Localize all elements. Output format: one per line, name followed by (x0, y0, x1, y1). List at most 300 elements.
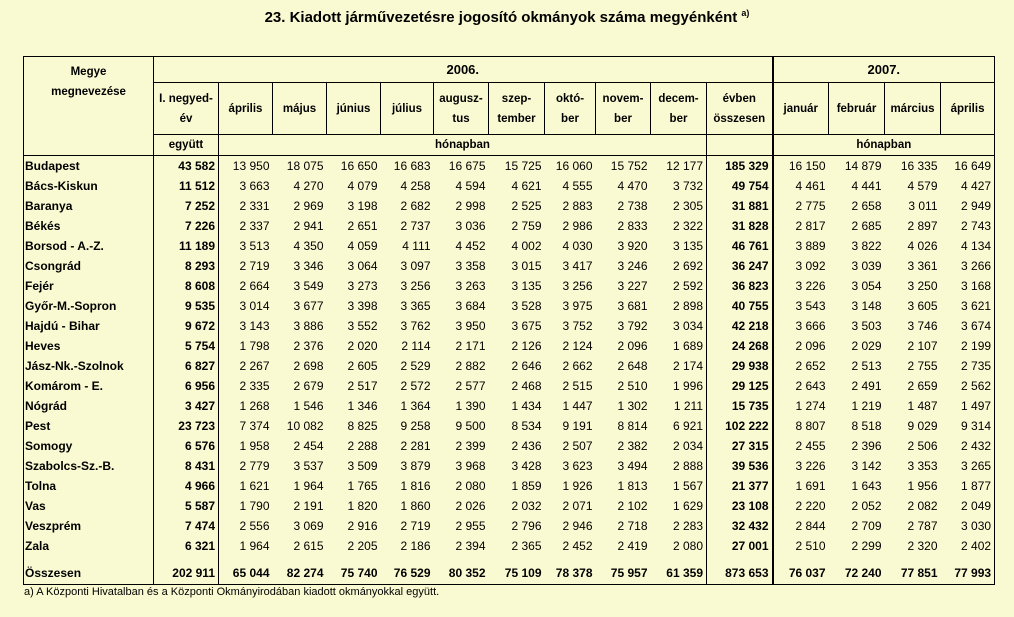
county-name: Pest (24, 416, 154, 436)
month-value-2007: 2 432 (941, 436, 995, 456)
month-value-2006: 2 946 (562, 519, 593, 533)
month-value-2006: 2 592 (651, 276, 707, 296)
month-value-2007: 1 487 (907, 399, 938, 413)
month-value-2006: 1 964 (239, 539, 270, 553)
month-value-2006: 2 337 (239, 219, 270, 233)
month-value-2006: 2 205 (347, 539, 378, 553)
month-value-2006: 3 358 (455, 259, 486, 273)
month-value-2006: 8 825 (347, 419, 378, 433)
month-value-2007: 3 822 (851, 239, 882, 253)
month-value-2006: 3 034 (651, 316, 707, 336)
month-value-2006: 1 567 (651, 476, 707, 496)
month-value-2006: 2 376 (293, 339, 324, 353)
month-value-2006: 16 060 (545, 156, 596, 177)
month-value-2006: 2 305 (651, 196, 707, 216)
month-value-2006: 4 059 (347, 239, 378, 253)
month-value-2006: 3 663 (239, 179, 270, 193)
q1-value: 6 321 (154, 536, 219, 556)
month-value-2007: 3 265 (941, 456, 995, 476)
month-value-2006: 2 577 (455, 379, 486, 393)
month-value-2006: 3 069 (293, 519, 324, 533)
year-2007-header: 2007. (773, 57, 995, 83)
month-header-2007: április (941, 83, 995, 135)
table-row (24, 296, 995, 316)
month-value-2006: 15 752 (596, 156, 651, 177)
month-value-2006: 2 382 (617, 439, 648, 453)
table-row (24, 456, 995, 476)
month-value-2006: 2 032 (511, 499, 542, 513)
month-value-2006: 2 191 (293, 499, 324, 513)
month-value-2006: 4 258 (400, 179, 431, 193)
month-value-2006: 2 452 (562, 539, 593, 553)
page-title (0, 8, 1014, 26)
month-value-2006: 3 064 (347, 259, 378, 273)
month-value-2007: 2 220 (773, 496, 829, 516)
month-value-2006: 4 270 (293, 179, 324, 193)
month-value-2007: 1 956 (907, 479, 938, 493)
q1-value: 7 252 (154, 196, 219, 216)
month-value-2007: 3 674 (941, 316, 995, 336)
table-row (24, 476, 995, 496)
q1-value: 5 754 (154, 336, 219, 356)
month-value-2006: 6 921 (651, 416, 707, 436)
table-row (24, 416, 995, 436)
month-value-2007: 2 455 (773, 436, 829, 456)
month-value-2006: 3 528 (511, 299, 542, 313)
month-value-2006: 2 510 (617, 379, 648, 393)
month-value-2006: 1 621 (239, 479, 270, 493)
month-value-2006: 2 529 (400, 359, 431, 373)
county-name: Győr-M.-Sopron (24, 296, 154, 316)
month-value-2006: 2 468 (511, 379, 542, 393)
month-value-2007: 2 844 (773, 516, 829, 536)
month-value-2007: 3 605 (907, 299, 938, 313)
month-value-2007: 3 092 (773, 256, 829, 276)
month-value-2006: 3 920 (617, 239, 648, 253)
month-value-2006: 2 322 (651, 216, 707, 236)
county-name: Szabolcs-Sz.-B. (24, 456, 154, 476)
month-value-2007: 2 299 (851, 539, 882, 553)
month-value-2006: 1 964 (293, 479, 324, 493)
month-value-2006: 1 302 (617, 399, 648, 413)
year-total-value: 21 377 (707, 476, 773, 496)
month-value-2006: 3 792 (617, 319, 648, 333)
year-total-value: 29 938 (707, 356, 773, 376)
month-value-2006: 2 034 (651, 436, 707, 456)
month-value-2006: 2 605 (347, 359, 378, 373)
month-value-2006: 2 102 (617, 499, 648, 513)
month-value-2007: 1 219 (851, 399, 882, 413)
q1-value: 202 911 (154, 556, 219, 584)
q1-value: 8 608 (154, 276, 219, 296)
month-value-2007: 3 746 (907, 319, 938, 333)
month-value-2006: 7 374 (239, 419, 270, 433)
q1-value: 9 535 (154, 296, 219, 316)
month-value-2007: 2 709 (851, 519, 882, 533)
month-value-2006: 2 080 (651, 536, 707, 556)
year-total-value: 102 222 (707, 416, 773, 436)
month-value-2006: 3 263 (455, 279, 486, 293)
table-row (24, 436, 995, 456)
month-value-2006: 3 036 (455, 219, 486, 233)
month-value-2006: 2 664 (239, 279, 270, 293)
month-value-2006: 3 549 (293, 279, 324, 293)
month-value-2006: 2 174 (651, 356, 707, 376)
month-value-2006: 3 681 (617, 299, 648, 313)
county-name: Baranya (24, 196, 154, 216)
month-value-2007: 3 621 (941, 296, 995, 316)
month-value-2006: 2 114 (401, 339, 431, 353)
month-value-2006: 4 002 (511, 239, 542, 253)
month-value-2007: 2 743 (941, 216, 995, 236)
month-value-2006: 2 454 (293, 439, 324, 453)
month-value-2006: 13 950 (219, 156, 273, 177)
month-value-2007: 16 649 (941, 156, 995, 177)
month-value-2006: 1 790 (239, 499, 270, 513)
month-value-2007: 3 250 (907, 279, 938, 293)
month-value-2006: 3 675 (511, 319, 542, 333)
month-value-2006: 2 682 (400, 199, 431, 213)
month-header-2006: októ- ber (545, 83, 596, 135)
month-value-2007: 14 879 (829, 156, 885, 177)
month-value-2007: 2 949 (941, 196, 995, 216)
month-value-2006: 75 957 (596, 556, 651, 584)
month-value-2006: 2 288 (347, 439, 378, 453)
month-value-2006: 3 950 (455, 319, 486, 333)
month-value-2007: 3 168 (941, 276, 995, 296)
month-value-2007: 9 029 (907, 419, 938, 433)
month-value-2006: 1 859 (511, 479, 542, 493)
month-value-2006: 2 759 (511, 219, 542, 233)
month-value-2006: 1 689 (651, 336, 707, 356)
month-value-2006: 4 452 (455, 239, 486, 253)
table-row (24, 396, 995, 416)
month-value-2006: 3 014 (239, 299, 270, 313)
table-row (24, 376, 995, 396)
month-value-2006: 1 765 (347, 479, 378, 493)
month-value-2006: 2 738 (617, 199, 648, 213)
month-value-2006: 3 428 (511, 459, 542, 473)
month-value-2006: 2 888 (651, 456, 707, 476)
month-value-2007: 4 427 (941, 176, 995, 196)
county-name: Tolna (24, 476, 154, 496)
county-name: Csongrád (24, 256, 154, 276)
month-value-2006: 3 623 (562, 459, 593, 473)
month-value-2007: 2 491 (851, 379, 882, 393)
county-name: Békés (24, 216, 154, 236)
table-row (24, 216, 995, 236)
month-value-2006: 3 227 (617, 279, 648, 293)
month-value-2006: 3 752 (562, 319, 593, 333)
month-value-2006: 2 615 (293, 539, 324, 553)
month-value-2006: 3 886 (293, 319, 324, 333)
month-value-2006: 3 552 (347, 319, 378, 333)
month-value-2006: 2 436 (511, 439, 542, 453)
month-value-2006: 2 882 (455, 359, 486, 373)
county-name: Hajdú - Bihar (24, 316, 154, 336)
month-value-2006: 2 737 (400, 219, 431, 233)
month-value-2007: 4 441 (851, 179, 882, 193)
month-value-2006: 2 026 (455, 499, 486, 513)
q1-value: 3 427 (154, 396, 219, 416)
q1-value: 5 587 (154, 496, 219, 516)
month-header-2007: február (829, 83, 885, 135)
county-name: Veszprém (24, 516, 154, 536)
month-value-2006: 3 762 (400, 319, 431, 333)
table-row (24, 256, 995, 276)
month-header-2006: április (219, 83, 273, 135)
title-footnote-marker: a) (741, 8, 750, 18)
month-value-2006: 3 256 (400, 279, 431, 293)
in-month-label-2006: hónapban (219, 135, 707, 156)
county-name: Bács-Kiskun (24, 176, 154, 196)
month-value-2007: 72 240 (829, 556, 885, 584)
month-value-2007: 77 993 (941, 556, 995, 584)
month-value-2006: 2 020 (347, 339, 378, 353)
year-total-value: 39 536 (707, 456, 773, 476)
month-value-2006: 1 447 (562, 399, 593, 413)
q1-value: 6 956 (154, 376, 219, 396)
month-value-2006: 2 796 (511, 519, 542, 533)
county-name: Zala (24, 536, 154, 556)
county-name: Fejér (24, 276, 154, 296)
month-value-2007: 2 817 (773, 216, 829, 236)
license-table (23, 56, 995, 585)
month-value-2006: 3 513 (239, 239, 270, 253)
month-value-2006: 1 798 (239, 339, 270, 353)
county-column-header: Megye megnevezése (24, 57, 154, 156)
month-value-2006: 2 096 (617, 339, 648, 353)
month-value-2006: 3 537 (293, 459, 324, 473)
table-row (24, 156, 995, 177)
month-value-2006: 2 679 (293, 379, 324, 393)
month-value-2007: 2 396 (851, 439, 882, 453)
month-value-2006: 3 968 (455, 459, 486, 473)
month-header-2007: január (773, 83, 829, 135)
q1-value: 8 431 (154, 456, 219, 476)
month-value-2006: 1 816 (400, 479, 431, 493)
month-value-2007: 2 052 (851, 499, 882, 513)
month-value-2006: 18 075 (273, 156, 327, 177)
month-value-2006: 9 191 (562, 419, 593, 433)
month-value-2006: 2 517 (347, 379, 378, 393)
month-value-2006: 8 534 (511, 419, 542, 433)
month-value-2007: 3 503 (851, 319, 882, 333)
month-value-2007: 8 807 (773, 416, 829, 436)
month-value-2007: 1 691 (773, 476, 829, 496)
month-value-2006: 4 470 (617, 179, 648, 193)
month-value-2007: 2 643 (773, 376, 829, 396)
month-value-2006: 4 555 (562, 179, 593, 193)
month-value-2007: 2 755 (907, 359, 938, 373)
month-value-2007: 2 685 (851, 219, 882, 233)
month-value-2006: 3 684 (455, 299, 486, 313)
month-value-2006: 3 417 (562, 259, 593, 273)
month-value-2006: 1 364 (400, 399, 431, 413)
month-value-2006: 16 650 (327, 156, 381, 177)
month-value-2006: 2 941 (293, 219, 324, 233)
month-value-2006: 9 258 (400, 419, 431, 433)
month-value-2006: 2 556 (239, 519, 270, 533)
month-value-2006: 75 109 (489, 556, 545, 584)
month-value-2006: 2 394 (455, 539, 486, 553)
county-name: Nógrád (24, 396, 154, 416)
year-total-value: 36 823 (707, 276, 773, 296)
month-value-2006: 2 719 (400, 519, 431, 533)
month-value-2006: 2 071 (562, 499, 593, 513)
month-value-2006: 2 998 (455, 199, 486, 213)
month-header-2006: novem- ber (596, 83, 651, 135)
month-value-2006: 1 996 (651, 376, 707, 396)
month-value-2007: 3 142 (851, 459, 882, 473)
month-value-2006: 3 677 (293, 299, 324, 313)
year-total-value: 29 125 (707, 376, 773, 396)
month-value-2007: 2 652 (773, 356, 829, 376)
month-value-2006: 2 267 (239, 359, 270, 373)
year-total-value: 32 432 (707, 516, 773, 536)
q1-value: 7 474 (154, 516, 219, 536)
month-value-2006: 1 268 (239, 399, 270, 413)
month-value-2007: 2 107 (907, 339, 938, 353)
month-value-2007: 3 226 (773, 456, 829, 476)
month-value-2006: 2 186 (400, 539, 431, 553)
year-total-value: 42 218 (707, 316, 773, 336)
month-value-2006: 2 986 (562, 219, 593, 233)
month-value-2007: 4 026 (907, 239, 938, 253)
month-value-2007: 3 361 (907, 259, 938, 273)
month-value-2007: 4 461 (773, 176, 829, 196)
year-total-value: 27 315 (707, 436, 773, 456)
table-row (24, 336, 995, 356)
month-value-2007: 2 506 (907, 439, 938, 453)
month-value-2006: 2 646 (511, 359, 542, 373)
month-value-2006: 2 719 (239, 259, 270, 273)
month-value-2007: 1 497 (941, 396, 995, 416)
year-total-value: 46 761 (707, 236, 773, 256)
month-value-2006: 1 546 (293, 399, 324, 413)
month-value-2006: 4 594 (455, 179, 486, 193)
table-row (24, 356, 995, 376)
month-value-2006: 2 525 (511, 199, 542, 213)
month-value-2007: 3 666 (773, 316, 829, 336)
month-value-2006: 3 398 (347, 299, 378, 313)
month-value-2006: 3 246 (617, 259, 648, 273)
month-value-2006: 2 171 (455, 339, 486, 353)
month-value-2006: 1 820 (347, 499, 378, 513)
q1-value: 6 576 (154, 436, 219, 456)
month-value-2007: 3 266 (941, 256, 995, 276)
month-value-2006: 2 916 (347, 519, 378, 533)
month-value-2006: 4 111 (402, 239, 431, 253)
county-name: Vas (24, 496, 154, 516)
month-value-2006: 16 675 (434, 156, 489, 177)
table-row (24, 196, 995, 216)
month-value-2006: 2 365 (511, 539, 542, 553)
year-total-value: 185 329 (707, 156, 773, 177)
month-value-2006: 12 177 (651, 156, 707, 177)
month-value-2006: 65 044 (219, 556, 273, 584)
month-value-2006: 1 958 (239, 439, 270, 453)
q1-value: 8 293 (154, 256, 219, 276)
month-value-2006: 2 399 (455, 439, 486, 453)
month-value-2007: 77 851 (885, 556, 941, 584)
table-row (24, 496, 995, 516)
year-total-value: 40 755 (707, 296, 773, 316)
month-value-2006: 1 860 (400, 499, 431, 513)
month-value-2006: 2 126 (511, 339, 542, 353)
table-row (24, 276, 995, 296)
footnote: a) A Központi Hivatalban és a Központi Okmányirodában kiadott okmányokkal együtt. (24, 586, 440, 598)
month-value-2006: 2 883 (562, 199, 593, 213)
year-total-value: 24 268 (707, 336, 773, 356)
month-value-2006: 3 365 (400, 299, 431, 313)
county-name: Budapest (24, 156, 154, 177)
month-header-2006: augusz- tus (434, 83, 489, 135)
month-value-2007: 2 658 (851, 199, 882, 213)
month-value-2007: 1 274 (773, 396, 829, 416)
table-row (24, 516, 995, 536)
year-total-value: 31 881 (707, 196, 773, 216)
q1-value: 7 226 (154, 216, 219, 236)
month-value-2006: 1 211 (651, 396, 707, 416)
month-value-2007: 3 148 (851, 299, 882, 313)
month-value-2006: 4 030 (562, 239, 593, 253)
month-value-2007: 76 037 (773, 556, 829, 584)
month-value-2006: 4 621 (511, 179, 542, 193)
month-value-2007: 2 735 (941, 356, 995, 376)
month-value-2007: 2 049 (941, 496, 995, 516)
month-value-2007: 3 226 (773, 276, 829, 296)
q1-header: I. negyed- év (154, 83, 219, 135)
month-value-2007: 2 096 (773, 336, 829, 356)
month-value-2006: 3 346 (293, 259, 324, 273)
month-value-2007: 1 877 (941, 476, 995, 496)
month-value-2006: 82 274 (273, 556, 327, 584)
county-name: Jász-Nk.-Szolnok (24, 356, 154, 376)
month-value-2007: 2 513 (851, 359, 882, 373)
year-total-value: 873 653 (707, 556, 773, 584)
q1-value: 43 582 (154, 156, 219, 177)
month-value-2006: 1 390 (455, 399, 486, 413)
month-value-2007: 1 643 (851, 479, 882, 493)
month-value-2006: 75 740 (327, 556, 381, 584)
month-value-2007: 2 510 (773, 536, 829, 556)
month-value-2006: 3 732 (651, 176, 707, 196)
month-value-2006: 9 500 (455, 419, 486, 433)
month-value-2007: 16 335 (885, 156, 941, 177)
month-value-2006: 2 692 (651, 256, 707, 276)
county-name: Somogy (24, 436, 154, 456)
month-value-2006: 2 718 (617, 519, 648, 533)
month-value-2007: 2 199 (941, 336, 995, 356)
q1-value: 11 512 (154, 176, 219, 196)
q1-value: 9 672 (154, 316, 219, 336)
month-value-2007: 2 562 (941, 376, 995, 396)
q1-value: 4 966 (154, 476, 219, 496)
month-value-2006: 2 281 (400, 439, 431, 453)
year-total-value: 15 735 (707, 396, 773, 416)
year-total-value: 49 754 (707, 176, 773, 196)
month-value-2006: 3 509 (347, 459, 378, 473)
county-name: Borsod - A.-Z. (24, 236, 154, 256)
month-value-2007: 3 011 (908, 199, 938, 213)
table-row (24, 316, 995, 336)
month-value-2006: 2 080 (455, 479, 486, 493)
month-value-2006: 2 335 (239, 379, 270, 393)
month-value-2006: 10 082 (286, 419, 324, 433)
month-value-2006: 2 662 (562, 359, 593, 373)
month-value-2006: 2 698 (293, 359, 324, 373)
